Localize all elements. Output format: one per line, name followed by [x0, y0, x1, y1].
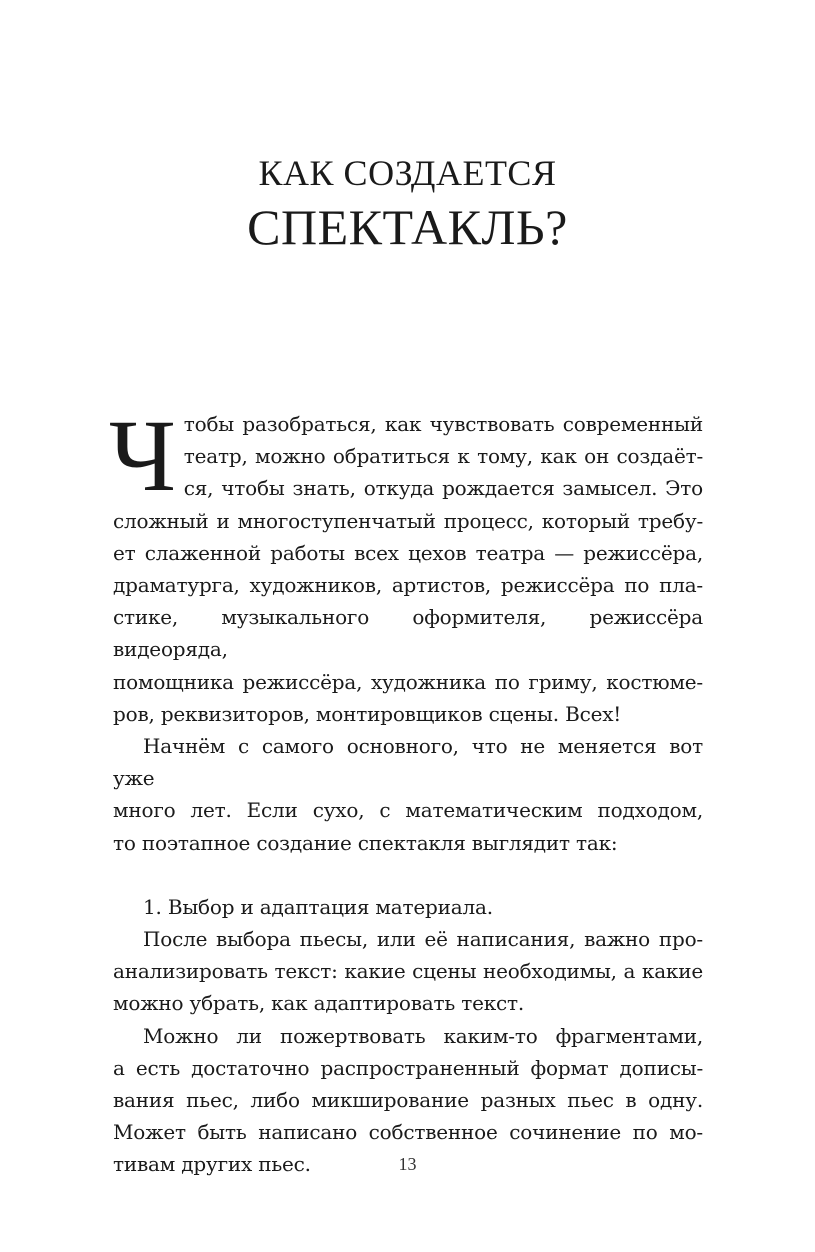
text-line: Может быть написано собственное сочинение по мо- [113, 1120, 703, 1145]
text-line: ров, реквизиторов, монтировщиков сцены. Всех! [113, 701, 622, 726]
text-line: театр, можно обратиться к тому, как он создаёт- [183, 444, 703, 469]
text-line: 1. Выбор и адаптация материала. [143, 894, 493, 919]
drop-cap: Ч [109, 399, 176, 513]
text-line: стике, музыкального оформителя, режиссёра видеоряда, [113, 605, 703, 662]
step-1-heading [113, 891, 703, 923]
text-line: Можно ли пожертвовать каким-то фрагментами, [143, 1023, 703, 1048]
page-number: 13 [398, 1154, 417, 1174]
text-line: анализировать текст: какие сцены необходимы, а какие [113, 959, 703, 984]
paragraph-spacer [113, 859, 703, 891]
paragraph-2 [113, 730, 703, 859]
text-line: вания пьес, либо микширование разных пьес в одну. [113, 1088, 703, 1113]
intro-paragraph [109, 399, 703, 730]
text-line: После выбора пьесы, или её написания, важно про- [143, 927, 703, 952]
chapter-title-line-1: КАК СОЗДАЕТСЯ [258, 153, 557, 193]
text-line: ет слаженной работы всех цехов театра — режиссёра, [113, 540, 703, 565]
text-line: ся, чтобы знать, откуда рождается замысел. Это [183, 476, 703, 501]
text-line: драматурга, художников, артистов, режиссёра по пла- [113, 573, 703, 598]
chapter-title-line-2: СПЕКТАКЛЬ? [247, 199, 568, 255]
text-line: а есть достаточно распространенный формат дописы- [113, 1055, 703, 1080]
text-line: много лет. Если сухо, с математическим подходом, [113, 798, 703, 823]
text-line: сложный и многоступенчатый процесс, который требу- [113, 508, 703, 533]
step-1-paragraph-1 [113, 923, 703, 1020]
text-line: помощника режиссёра, художника по гриму, костюме- [113, 669, 703, 694]
chapter-body [109, 399, 703, 1181]
text-line: Начнём с самого основного, что не меняется вот уже [113, 734, 703, 791]
text-line: можно убрать, как адаптировать текст. [113, 991, 525, 1016]
text-line: тивам других пьес. [113, 1152, 311, 1177]
text-line: тобы разобраться, как чувствовать современный [183, 412, 703, 436]
text-line: то поэтапное создание спектакля выглядит так: [113, 830, 618, 855]
